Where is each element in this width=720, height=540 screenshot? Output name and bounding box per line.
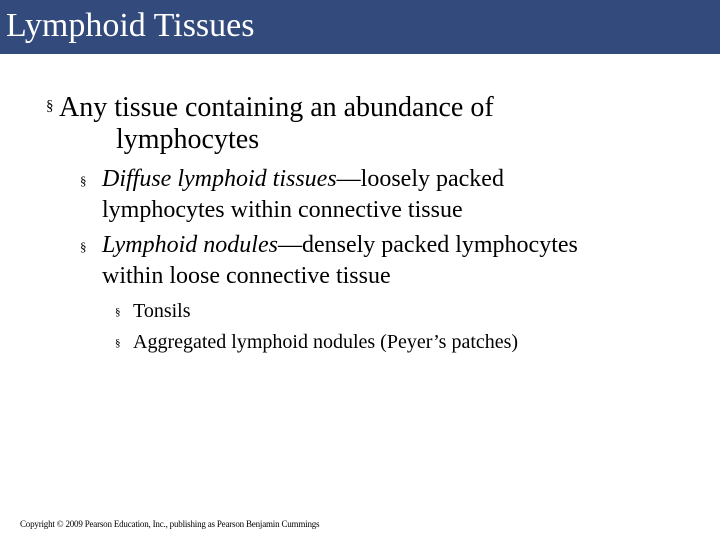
bullet-marker-icon: § — [115, 337, 121, 349]
bullet-marker-icon: § — [46, 98, 54, 114]
sub-bullet-line2: within loose connective tissue — [102, 263, 391, 289]
sub-bullet-term: Lymphoid nodules — [102, 232, 278, 258]
sub-bullet-definition: —densely packed lymphocytes — [277, 232, 578, 258]
sub-sub-bullet-peyers — [115, 330, 518, 354]
main-bullet-line1: Any tissue containing an abundance of — [59, 92, 494, 123]
bullet-marker-icon: § — [80, 239, 87, 254]
bullet-marker-icon: § — [80, 173, 87, 188]
sub-sub-bullet-text: Aggregated lymphoid nodules (Peyer’s patches) — [133, 331, 519, 353]
main-bullet-line2: lymphocytes — [116, 124, 260, 155]
main-bullet — [46, 92, 494, 156]
title-bar — [0, 0, 720, 54]
bullet-marker-icon: § — [115, 306, 121, 318]
copyright-footer: Copyright © 2009 Pearson Education, Inc., publishing as Pearson Benjamin Cummings — [20, 519, 320, 529]
sub-sub-bullet-tonsils — [115, 299, 191, 323]
sub-bullet-diffuse — [80, 164, 504, 226]
slide-title: Lymphoid Tissues — [6, 7, 255, 44]
sub-bullet-line2: lymphocytes within connective tissue — [102, 197, 463, 223]
sub-bullet-definition: —loosely packed — [336, 166, 504, 192]
sub-bullet-term: Diffuse lymphoid tissues — [102, 166, 337, 192]
sub-bullet-nodules — [80, 230, 578, 292]
sub-sub-bullet-text: Tonsils — [133, 300, 191, 322]
